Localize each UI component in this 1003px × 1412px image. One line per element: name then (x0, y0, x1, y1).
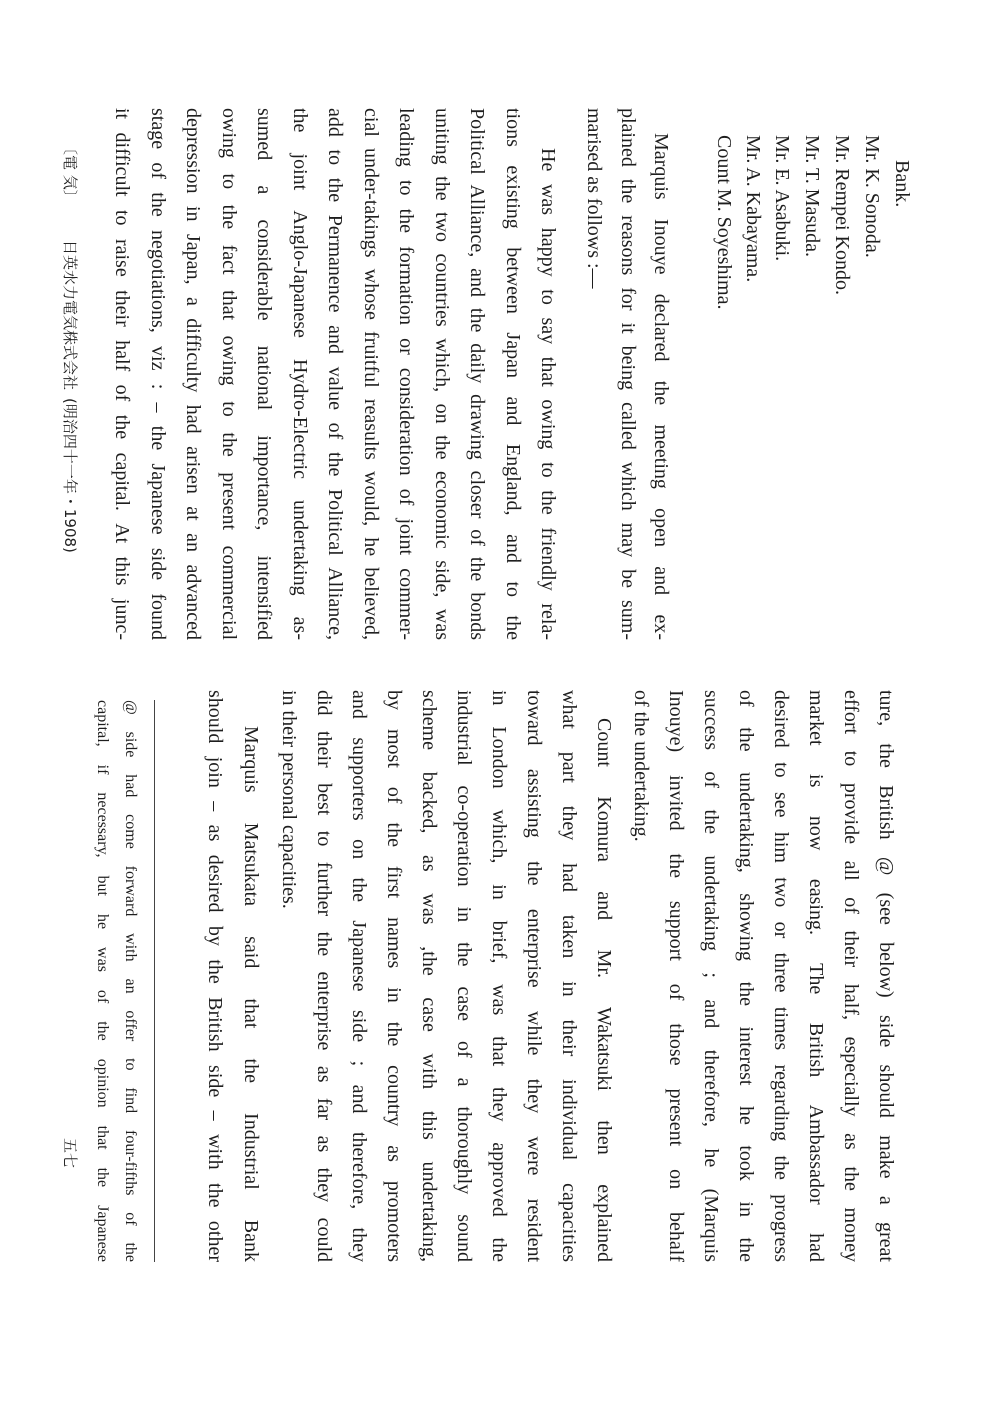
company-name: 日英水力電気株式会社 (61, 240, 79, 391)
paragraph-line: industrial co-operation in the case of a thoroughly sound (453, 690, 475, 1262)
paragraph-line: success of the undertaking ; and therefore, he (Marquis (700, 690, 722, 1262)
paragraph-line: what part they had taken in their individual capacities (558, 690, 580, 1262)
paragraph-line: sumed a considerable national importance, intensified (253, 108, 275, 640)
footnote-text: side had come forward with an offer to find four-fifths of the (122, 731, 139, 1262)
page-number: 五七 (61, 1138, 79, 1169)
paragraph-line: marised as follows :— (583, 108, 605, 289)
attendee-name: Mr. A. Kabayama. (742, 135, 764, 283)
paragraph-line: should join – as desired by the British side – with the other (204, 690, 226, 1262)
paragraph-line: depression in Japan, a difficulty had arisen at an advanced (182, 108, 204, 640)
footnote (0, 700, 1003, 1262)
attendee-line: Bank. (891, 160, 913, 208)
paragraph-line: effort to provide all of their half, especially as the money (840, 690, 862, 1262)
paragraph-line: of the undertaking. (630, 690, 652, 842)
paragraph-line: scheme backed, as was ,the case with this undertaking, (418, 690, 440, 1262)
paragraph-line: by most of the first names in the country as promoters (383, 690, 405, 1262)
paragraph-line: it difficult to raise their half of the capital. At this junc- (111, 108, 133, 640)
paragraph-line: in London which, in brief, was that they approved the (488, 690, 510, 1262)
paragraph-line: Political Alliance, and the daily drawing closer of the bonds (466, 108, 488, 640)
paragraph-line: Marquis Matsukata said that the Industrial Bank (240, 726, 262, 1262)
attendee-name: Mr. T. Masuda. (801, 135, 823, 258)
paragraph-line: in their personal capacities. (278, 690, 300, 909)
paragraph-line: did their best to further the enterprise as far as they could (313, 690, 335, 1262)
publication-date: (明治四十一年・1908) (61, 398, 79, 553)
paragraph-line: Marquis Inouye declared the meeting open and ex- (650, 133, 672, 640)
paragraph-line: stage of the negotiations, viz : – the Japanese side found (147, 108, 169, 640)
attendee-name: Mr. K. Sonoda. (861, 135, 883, 258)
footnote-divider (154, 700, 155, 1262)
footnote-line: capital, if necessary, but he was of the opinion that the Japanese (94, 700, 111, 1262)
paragraph-line: plained the reasons for it being called which may be sum- (617, 108, 639, 640)
footnote-marker: @ (122, 700, 139, 715)
paragraph-line: market is now easing. The British Ambassador had (805, 690, 827, 1262)
paragraph-line: leading to the formation or consideration of joint commer- (395, 108, 417, 640)
footnote-line (117, 700, 143, 1262)
journal-name: 〔電 気〕 (61, 140, 79, 205)
paragraph-line: He was happy to say that owing to the friendly rela- (537, 148, 559, 640)
attendee-name: Count M. Soyeshima. (713, 135, 735, 310)
attendee-name: Mr. Rempei Kondo. (831, 135, 853, 295)
paragraph-line: of the undertaking, showing the interest he took in the (735, 690, 757, 1262)
paragraph-line: uniting the two countries which, on the economic side, was (431, 108, 453, 640)
paragraph-line: and supporters on the Japanese side ; and therefore, they (348, 690, 370, 1262)
paragraph-line: Count Komura and Mr. Wakatsuki then explained (593, 718, 615, 1262)
paragraph-line: the joint Anglo-Japanese Hydro-Electric undertaking as- (289, 108, 311, 640)
paragraph-line: Inouye) invited the support of those present on behalf (665, 690, 687, 1262)
paragraph-line: ture, the British @ (see below) side should make a great (875, 690, 897, 1262)
paragraph-line: cial under-takings whose fruitful reasults would, he believed, (360, 108, 382, 640)
paragraph-line: desired to see him two or three times regarding the progress (770, 690, 792, 1262)
left-column (0, 108, 1003, 640)
paragraph-line: owing to the fact that owing to the present commercial (218, 108, 240, 640)
attendee-name: Mr. E. Asabuki. (771, 135, 793, 262)
paragraph-line: add to the Permanence and value of the Political Alliance, (324, 108, 346, 640)
paragraph-line: tions existing between Japan and England, and to the (502, 108, 524, 640)
paragraph-line: toward assisting the enterprise while they were resident (523, 690, 545, 1262)
